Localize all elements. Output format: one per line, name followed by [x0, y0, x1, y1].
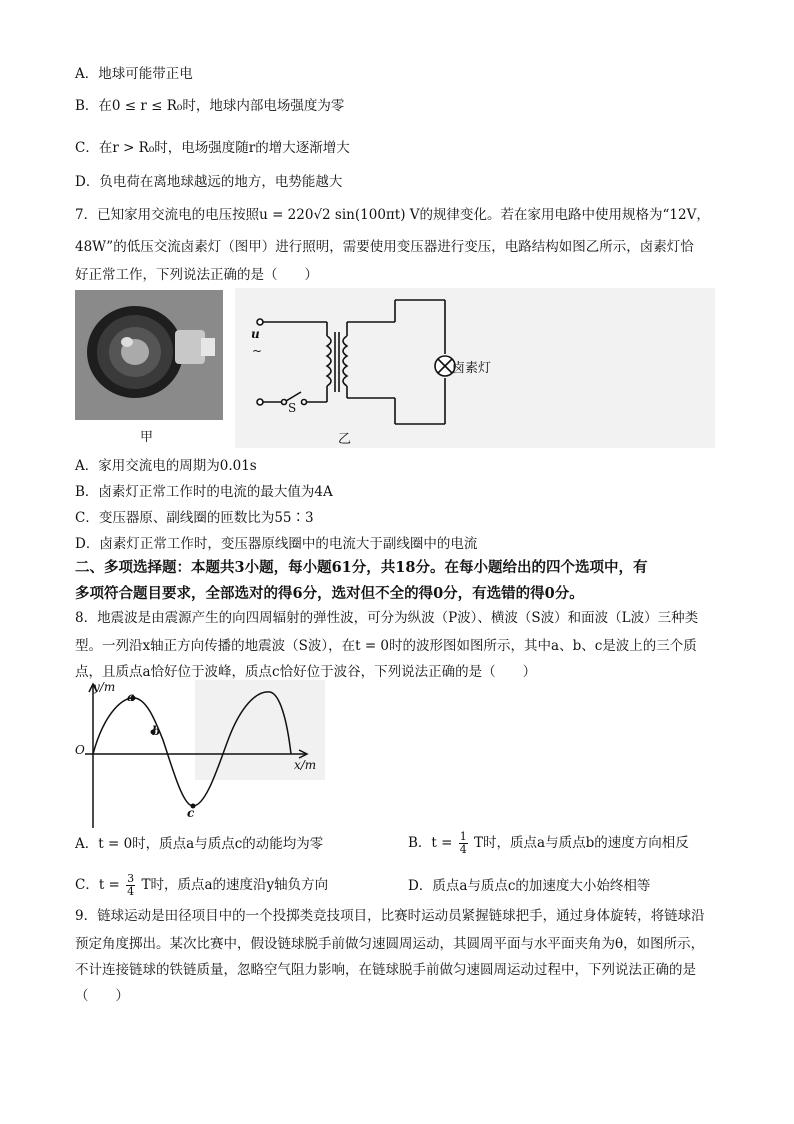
- q8-option-b-prefix: B．t =: [408, 835, 453, 851]
- figure-label-yi: 乙: [338, 432, 352, 447]
- origin-label: O: [75, 743, 85, 757]
- q9-stem-line3: 不计连接链球的铁链质量，忽略空气阻力影响，在链球脱手前做匀速圆周运动过程中，下列说法正确的是: [75, 962, 696, 978]
- section2-heading-line2: 多项符合题目要求，全部选对的得6分，选对但不全的得0分，有选错的得0分。: [75, 585, 584, 602]
- fraction-denominator: 4: [459, 843, 467, 856]
- point-b-label: b: [152, 724, 161, 738]
- y-axis-label: y/m: [93, 680, 116, 694]
- q9-stem-line1: 9．链球运动是田径项目中的一个投掷类竞技项目，比赛时运动员紧握链球把手，通过身体旋转，将链球沿: [75, 908, 705, 924]
- section2-heading-line1: 二、多项选择题：本题共3小题，每小题61分，共18分。在每小题给出的四个选项中，有: [75, 559, 648, 576]
- point-c-label: c: [187, 806, 195, 820]
- point-a-label: a: [127, 690, 135, 704]
- figure-label-jia: 甲: [140, 430, 154, 445]
- q7-stem-line3: 好正常工作，下列说法正确的是（ ）: [75, 267, 318, 283]
- q6-option-a: A．地球可能带正电: [75, 66, 193, 82]
- q8-option-c: [75, 868, 328, 902]
- switch-label: S: [288, 401, 297, 415]
- q8-stem-line2: 型。一列沿x轴正方向传播的地震波（S波），在t = 0时的波形图如图所示，其中a、b、c是波上的三个质: [75, 638, 697, 654]
- fraction-numerator: 1: [459, 830, 467, 843]
- x-axis-label: x/m: [294, 758, 317, 772]
- q8-option-c-prefix: C．t =: [75, 877, 120, 893]
- fraction-one-quarter: [459, 831, 468, 856]
- q7-stem-line1: 7．已知家用交流电的电压按照u = 220√2 sin(100πt) V的规律变化。若在家用电路中使用规格为“12V，: [75, 207, 710, 223]
- q8-option-b-suffix: T时，质点a与质点b的速度方向相反: [474, 835, 689, 851]
- q8-stem-line1: 8．地震波是由震源产生的向四周辐射的弹性波，可分为纵波（P波）、横波（S波）和面波（L波）三种类: [75, 610, 699, 626]
- wave-graph: [75, 680, 325, 830]
- q7-option-d: D．卤素灯正常工作时，变压器原线圈中的电流大于副线圈中的电流: [75, 536, 478, 552]
- q6-option-b: B．在0 ≤ r ≤ R₀时，地球内部电场强度为零: [75, 98, 345, 114]
- q7-option-a: A．家用交流电的周期为0.01s: [75, 458, 257, 474]
- q8-option-b: [408, 826, 689, 860]
- q6-option-c: C．在r > R₀时，电场强度随r的增大逐渐增大: [75, 140, 350, 156]
- halogen-lamp-photo: [75, 290, 223, 420]
- fraction-numerator: 3: [127, 872, 135, 885]
- q8-stem-line3: 点，且质点a恰好位于波峰，质点c恰好位于波谷，下列说法正确的是（ ）: [75, 664, 537, 680]
- halogen-lamp-label: 卤素灯: [452, 361, 492, 376]
- q8-option-d: D．质点a与质点c的加速度大小始终相等: [408, 878, 651, 894]
- q8-option-c-suffix: T时，质点a的速度沿y轴负方向: [141, 877, 329, 893]
- q7-option-b: B．卤素灯正常工作时的电流的最大值为4A: [75, 484, 333, 500]
- fraction-denominator: 4: [127, 885, 135, 898]
- q7-stem-line2: 48W”的低压交流卤素灯（图甲）进行照明，需要使用变压器进行变压，电路结构如图乙所示，卤素灯恰: [75, 239, 694, 255]
- source-voltage-label: u: [251, 327, 260, 341]
- q8-option-a: A．t = 0时，质点a与质点c的动能均为零: [75, 836, 324, 852]
- fraction-three-quarters: [126, 873, 135, 898]
- q9-stem-line2: 预定角度掷出。某次比赛中，假设链球脱手前做匀速圆周运动，其圆周平面与水平面夹角为θ，如图所示，: [75, 936, 705, 952]
- q9-stem-line4: （ ）: [75, 988, 129, 1004]
- q6-option-d: D．负电荷在离地球越远的地方，电势能越大: [75, 174, 343, 190]
- ac-source-symbol: ~: [252, 344, 263, 358]
- q7-option-c: C．变压器原、副线圈的匝数比为55∶3: [75, 510, 314, 526]
